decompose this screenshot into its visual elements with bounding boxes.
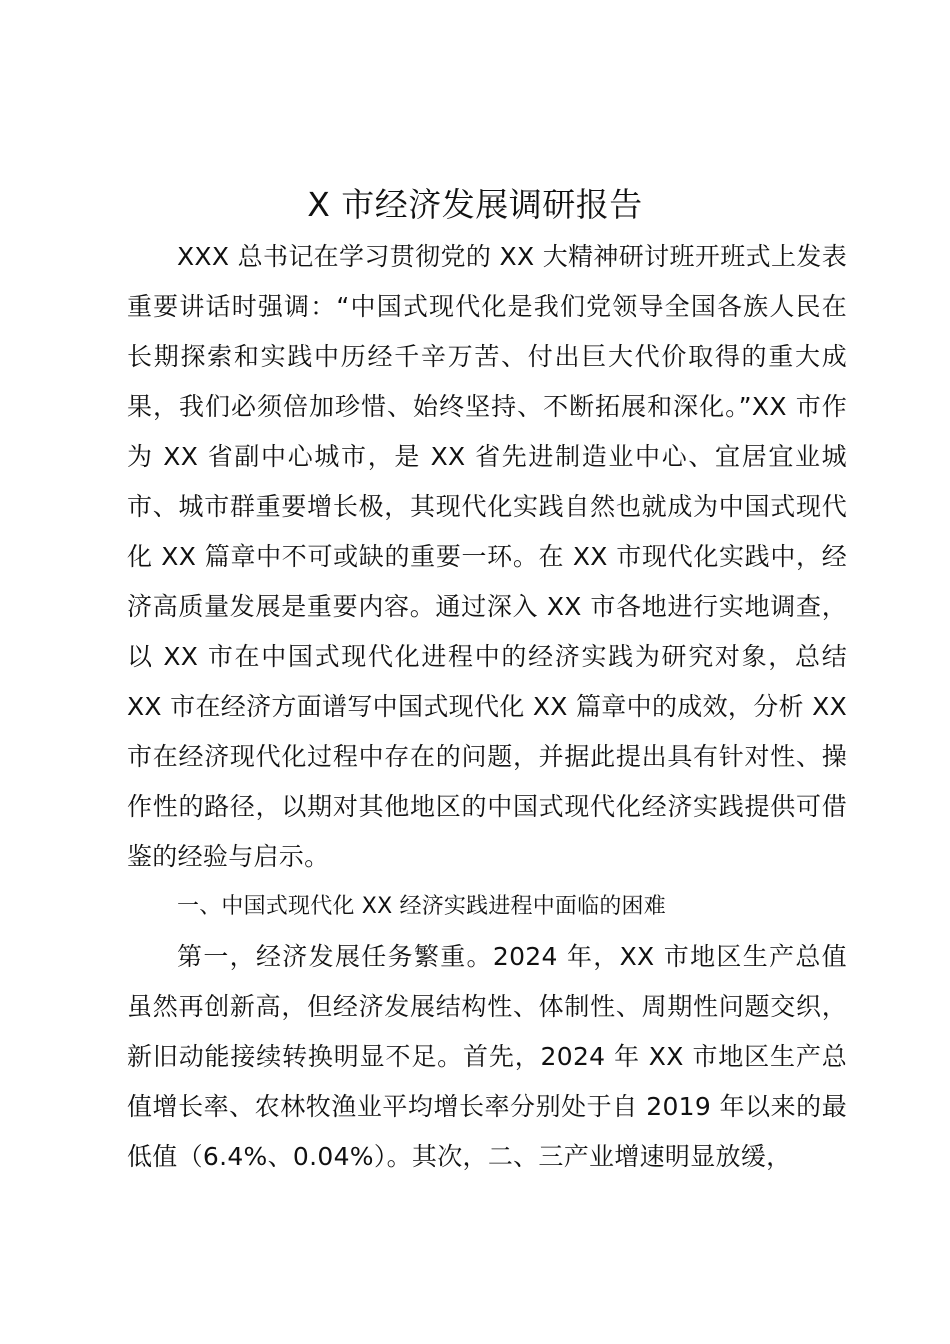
document-body: [127, 232, 847, 1182]
intro-paragraph: XXX 总书记在学习贯彻党的 XX 大精神研讨班开班式上发表重要讲话时强调：“中国式现代化是我们党领导全国各族人民在长期探索和实践中历经千辛万苦、付出巨大代价取得的重大成果，我们必须倍加珍惜、始终坚持、不断拓展和深化。”XX 市作为 XX 省副中心城市，是 XX 省先进制造业中心、宜居宜业城市、城市群重要增长极，其现代化实践自然也就成为中国式现代化 XX 篇章中不可或缺的重要一环。在 XX 市现代化实践中，经济高质量发展是重要内容。通过深入 XX 市各地进行实地调查，以 XX 市在中国式现代化进程中的经济实践为研究对象，总结 XX 市在经济方面谱写中国式现代化 XX 篇章中的成效，分析 XX 市在经济现代化过程中存在的问题，并据此提出具有针对性、操作性的路径，以期对其他地区的中国式现代化经济实践提供可借鉴的经验与启示。: [127, 242, 847, 871]
section-heading: 一、中国式现代化 XX 经济实践进程中面临的困难: [177, 894, 666, 919]
section-paragraph: 第一，经济发展任务繁重。2024 年，XX 市地区生产总值虽然再创新高，但经济发展结构性、体制性、周期性问题交织，新旧动能接续转换明显不足。首先，2024 年 XX 市地区生产总值增长率、农林牧渔业平均增长率分别处于自 2019 年以来的最低值（6.4%、0.04%）。其次，二、三产业增速明显放缓，: [127, 942, 847, 1171]
document-title: X 市经济发展调研报告: [307, 185, 643, 224]
